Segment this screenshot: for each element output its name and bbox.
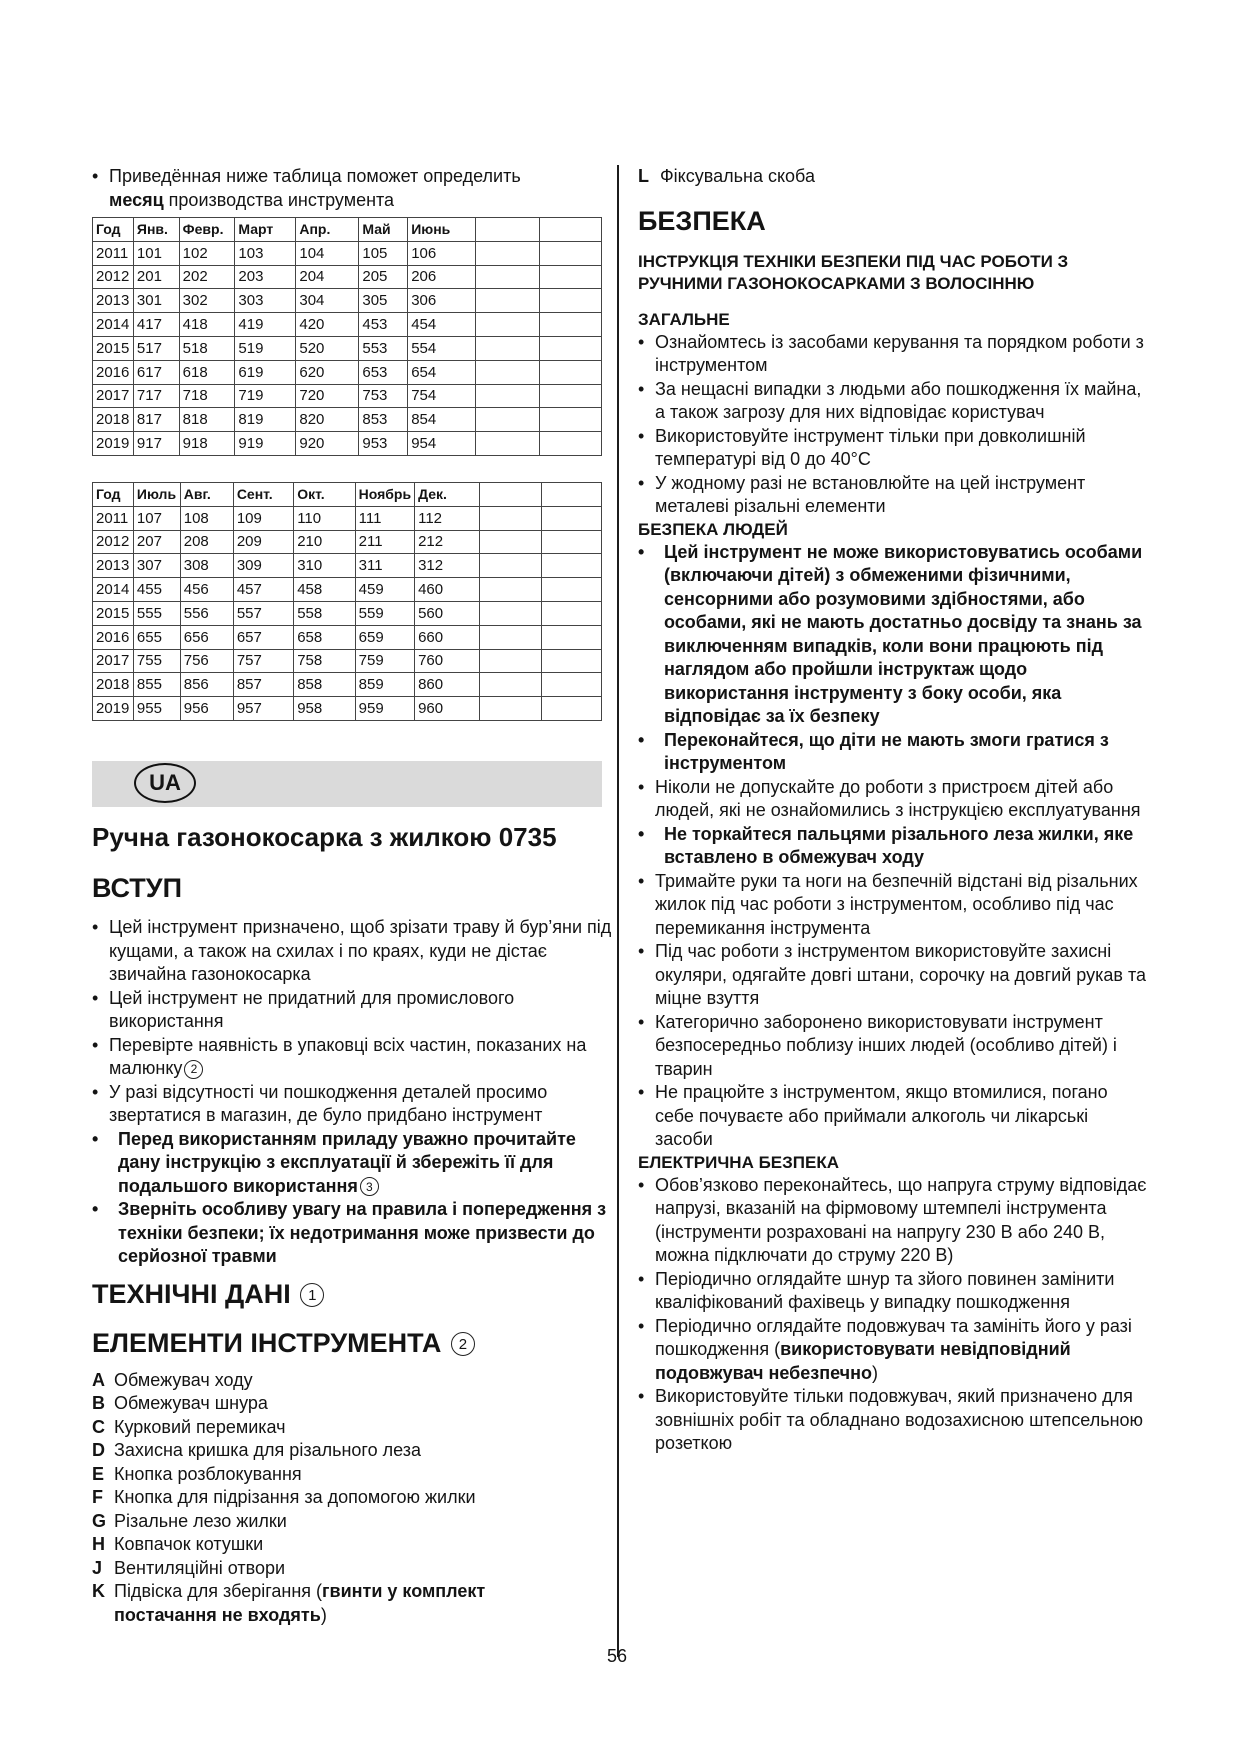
table1-row bbox=[93, 432, 602, 456]
table2-cell: 460 bbox=[415, 578, 480, 602]
table2-cell bbox=[541, 625, 601, 649]
table2-cell: 858 bbox=[294, 673, 355, 697]
table1-cell: 719 bbox=[235, 384, 296, 408]
intro-bullet-1: • Цей інструмент призначено, щоб зрізати траву й бур’яни під кущами, а також на схилах і по краях, куди не дістає звичайна газонокосарка bbox=[92, 916, 617, 987]
table2-cell: 207 bbox=[133, 530, 180, 554]
table1-cell: 2019 bbox=[93, 432, 134, 456]
electric-bullet-3: • Періодично оглядайте подовжувач та замініть його у разі пошкодження (використовувати невідповідний подовжувач небезпечно) bbox=[638, 1315, 1150, 1386]
page-number: 56 bbox=[607, 1646, 628, 1666]
table1-cell: 2014 bbox=[93, 313, 134, 337]
table1-cell: 2011 bbox=[93, 241, 134, 265]
table2-cell bbox=[541, 673, 601, 697]
table1-cell: 205 bbox=[359, 265, 408, 289]
general-bullet-2: • За нещасні випадки з людьми або пошкодження їх майна, а також загрозу для них відповідає користувач bbox=[638, 378, 1150, 425]
table1-row bbox=[93, 241, 602, 265]
people-normal-2: • Тримайте руки та ноги на безпечній відстані від різальних жилок під час роботи з інструментом, особливо під час перемикання інструмента bbox=[638, 870, 1150, 941]
table2-cell: 658 bbox=[294, 625, 355, 649]
table1-cell bbox=[539, 313, 601, 337]
people-bold-1: • Цей інструмент не може використовуватись особами (включаючи дітей) з обмеженими фізичними, сенсорними або розумовими здібностями, або особами, які не мають достатньо досвіду та знань за виключенням випадків, коли вони працюють під наглядом або пройшли інструктаж щодо використання інструменту з боку особи, яка відповідає за їх безпеку bbox=[638, 541, 1150, 729]
table2-cell: 208 bbox=[180, 530, 233, 554]
table1-cell: 517 bbox=[133, 336, 179, 360]
table1-cell: 2017 bbox=[93, 384, 134, 408]
electric-heading: ЕЛЕКТРИЧНА БЕЗПЕКА bbox=[638, 1152, 839, 1172]
people-normal-4: • Категорично заборонено використовувати інструмент безпосередньо поблизу інших людей (особливо дітей) і тварин bbox=[638, 1011, 1150, 1082]
table2-cell bbox=[480, 697, 542, 721]
electric-bullet-4: • Використовуйте тільки подовжувач, який призначено для зовнішніх робіт та обладнано водозахисною штепсельною розеткою bbox=[638, 1385, 1150, 1456]
table1-cell: 554 bbox=[408, 336, 476, 360]
table2-cell: 211 bbox=[355, 530, 414, 554]
table1-cell: 718 bbox=[179, 384, 235, 408]
table2-cell: 659 bbox=[355, 625, 414, 649]
table2-cell: 107 bbox=[133, 506, 180, 530]
table1-cell: 101 bbox=[133, 241, 179, 265]
table1-cell bbox=[539, 360, 601, 384]
table2-cell: 2011 bbox=[93, 506, 134, 530]
electric-bullet-1: • Обов’язково переконайтесь, що напруга струму відповідає напрузі, вказаній на фірмовому штемпелі інструмента (інструменти розраховані на напругу 230 В або 240 В, можна підключати до струму 220 В) bbox=[638, 1174, 1150, 1268]
intro-bold-bullet-2: • Зверніть особливу увагу на правила і попередження з техніки безпеки; їх недотримання може призвести до серйозної травми bbox=[92, 1198, 617, 1269]
table2-cell: 2019 bbox=[93, 697, 134, 721]
table1-cell: 2016 bbox=[93, 360, 134, 384]
table2-cell: 311 bbox=[355, 554, 414, 578]
table2-cell bbox=[541, 506, 601, 530]
table1-cell: 204 bbox=[296, 265, 359, 289]
intro-bullets bbox=[92, 916, 617, 1269]
table2-header-cell: Дек. bbox=[415, 483, 480, 507]
element-item: C Курковий перемикач bbox=[92, 1416, 286, 1437]
tech-heading: ТЕХНІЧНІ ДАНІ 1 bbox=[92, 1279, 617, 1310]
intro-bold: месяц bbox=[109, 189, 164, 210]
table2-cell: 2012 bbox=[93, 530, 134, 554]
table2-row bbox=[93, 673, 602, 697]
table2-cell: 456 bbox=[180, 578, 233, 602]
table1-header-cell: Февр. bbox=[179, 218, 235, 242]
table1-cell: 301 bbox=[133, 289, 179, 313]
table1-cell: 853 bbox=[359, 408, 408, 432]
table2-cell: 958 bbox=[294, 697, 355, 721]
element-item: G Різальне лезо жилки bbox=[92, 1510, 287, 1531]
table2-cell: 860 bbox=[415, 673, 480, 697]
table2-cell: 108 bbox=[180, 506, 233, 530]
table1-cell: 954 bbox=[408, 432, 476, 456]
general-bullets bbox=[638, 331, 1150, 519]
table2-cell: 859 bbox=[355, 673, 414, 697]
table2-cell bbox=[480, 673, 542, 697]
table2-cell: 558 bbox=[294, 601, 355, 625]
table1-cell: 619 bbox=[235, 360, 296, 384]
table2-cell: 759 bbox=[355, 649, 414, 673]
table1-cell: 520 bbox=[296, 336, 359, 360]
table1-cell: 720 bbox=[296, 384, 359, 408]
element-l: L Фіксувальна скоба bbox=[638, 166, 815, 186]
safety-heading: БЕЗПЕКА bbox=[638, 205, 766, 236]
table1-cell: 106 bbox=[408, 241, 476, 265]
figure-ref-1: 1 bbox=[300, 1283, 324, 1307]
table1-cell bbox=[475, 265, 539, 289]
table2-cell: 110 bbox=[294, 506, 355, 530]
table2-cell bbox=[480, 554, 542, 578]
table2-header-cell: Авг. bbox=[180, 483, 233, 507]
table2-cell: 209 bbox=[233, 530, 293, 554]
table1-cell: 453 bbox=[359, 313, 408, 337]
table1-cell: 420 bbox=[296, 313, 359, 337]
table2-header-row bbox=[93, 483, 602, 507]
intro-heading: ВСТУП bbox=[92, 873, 182, 903]
table1-cell: 953 bbox=[359, 432, 408, 456]
table2-cell: 111 bbox=[355, 506, 414, 530]
production-table-1 bbox=[92, 217, 602, 456]
table2-cell bbox=[541, 601, 601, 625]
table2-cell: 2013 bbox=[93, 554, 134, 578]
table2-header-cell: Окт. bbox=[294, 483, 355, 507]
table2-cell: 856 bbox=[180, 673, 233, 697]
element-item: J Вентиляційні отвори bbox=[92, 1557, 286, 1578]
table2-cell: 307 bbox=[133, 554, 180, 578]
table2-cell bbox=[480, 601, 542, 625]
people-normal-5: • Не працюйте з інструментом, якщо втомилися, погано себе почуваєте або приймали алкоголь чи лікарські засоби bbox=[638, 1081, 1150, 1152]
table1-cell: 818 bbox=[179, 408, 235, 432]
table1-cell: 419 bbox=[235, 313, 296, 337]
table2-cell: 657 bbox=[233, 625, 293, 649]
table2-row bbox=[93, 697, 602, 721]
table1-cell bbox=[539, 289, 601, 313]
table1-cell: 304 bbox=[296, 289, 359, 313]
people-normal-3: • Під час роботи з інструментом використовуйте захисні окуляри, одягайте довгі штани, сорочку на довгий рукав та міцне взуття bbox=[638, 940, 1150, 1011]
table1-cell: 553 bbox=[359, 336, 408, 360]
table1-cell: 617 bbox=[133, 360, 179, 384]
column-divider bbox=[617, 165, 619, 1657]
table2-cell: 457 bbox=[233, 578, 293, 602]
table1-cell bbox=[539, 432, 601, 456]
people-bold-2: • Переконайтеся, що діти не мають змоги гратися з інструментом bbox=[638, 729, 1150, 776]
language-badge: UA bbox=[134, 763, 196, 803]
table1-cell: 917 bbox=[133, 432, 179, 456]
table2-cell: 2015 bbox=[93, 601, 134, 625]
language-bar bbox=[92, 761, 602, 807]
table1-cell: 454 bbox=[408, 313, 476, 337]
table2-cell: 760 bbox=[415, 649, 480, 673]
table2-row bbox=[93, 601, 602, 625]
element-item: D Захисна кришка для різального леза bbox=[92, 1440, 421, 1460]
general-bullet-4: • У жодному разі не встановлюйте на цей інструмент металеві різальні елементи bbox=[638, 472, 1150, 519]
left-main bbox=[92, 822, 617, 1627]
people-heading: БЕЗПЕКА ЛЮДЕЙ bbox=[638, 519, 788, 539]
table2-row bbox=[93, 530, 602, 554]
table2-cell bbox=[480, 578, 542, 602]
table2-cell: 756 bbox=[180, 649, 233, 673]
table1-row bbox=[93, 313, 602, 337]
table1-cell: 104 bbox=[296, 241, 359, 265]
table1-cell: 203 bbox=[235, 265, 296, 289]
table1-cell: 518 bbox=[179, 336, 235, 360]
intro-bullet-3: • Перевірте наявність в упаковці всіх частин, показаних на малюнку 2 bbox=[92, 1034, 617, 1081]
table2-cell: 112 bbox=[415, 506, 480, 530]
table1-cell: 2013 bbox=[93, 289, 134, 313]
table1-cell: 418 bbox=[179, 313, 235, 337]
table1-header-cell: Апр. bbox=[296, 218, 359, 242]
table2-cell: 656 bbox=[180, 625, 233, 649]
table1-row bbox=[93, 408, 602, 432]
general-bullet-3: • Використовуйте інструмент тільки при довколишній температурі від 0 до 40°C bbox=[638, 425, 1150, 472]
table2-cell: 2016 bbox=[93, 625, 134, 649]
table1-cell: 2015 bbox=[93, 336, 134, 360]
intro-bold-bullet-1: • Перед використанням приладу уважно прочитайте дану інструкцію з експлуатації й збережіть її для подальшого використання 3 bbox=[92, 1128, 617, 1199]
table1-cell bbox=[475, 384, 539, 408]
table2-cell: 758 bbox=[294, 649, 355, 673]
table1-cell bbox=[475, 360, 539, 384]
table-intro bbox=[92, 165, 610, 212]
electric-bullets bbox=[638, 1174, 1150, 1456]
table1-cell bbox=[539, 336, 601, 360]
table2-cell: 212 bbox=[415, 530, 480, 554]
element-k: K Підвіска для зберігання (гвинти у комплект постачання не входять) bbox=[92, 1581, 486, 1625]
table2-cell: 960 bbox=[415, 697, 480, 721]
table2-cell: 956 bbox=[180, 697, 233, 721]
table1-row bbox=[93, 265, 602, 289]
table1-cell: 105 bbox=[359, 241, 408, 265]
table2-cell bbox=[480, 506, 542, 530]
table2-cell: 459 bbox=[355, 578, 414, 602]
table1-cell: 2012 bbox=[93, 265, 134, 289]
table2-header-cell: Год bbox=[93, 483, 134, 507]
table2-cell: 855 bbox=[133, 673, 180, 697]
element-item: F Кнопка для підрізання за допомогою жилки bbox=[92, 1487, 476, 1507]
table1-cell: 206 bbox=[408, 265, 476, 289]
table2-cell: 557 bbox=[233, 601, 293, 625]
table2-cell: 309 bbox=[233, 554, 293, 578]
safety-subheading: ІНСТРУКЦІЯ ТЕХНІКИ БЕЗПЕКИ ПІД ЧАС РОБОТИ З РУЧНИМИ ГАЗОНОКОСАРКАМИ З ВОЛОСІННЮ bbox=[638, 251, 1069, 293]
element-item: E Кнопка розблокування bbox=[92, 1463, 302, 1484]
table1-cell: 618 bbox=[179, 360, 235, 384]
table2-cell: 210 bbox=[294, 530, 355, 554]
table1-cell: 102 bbox=[179, 241, 235, 265]
table2-cell: 857 bbox=[233, 673, 293, 697]
table1-header-cell: Янв. bbox=[133, 218, 179, 242]
table1-cell: 620 bbox=[296, 360, 359, 384]
table1-cell: 417 bbox=[133, 313, 179, 337]
element-item: A Обмежувач ходу bbox=[92, 1369, 253, 1390]
table1-header-cell bbox=[539, 218, 601, 242]
table1-cell: 103 bbox=[235, 241, 296, 265]
table1-cell bbox=[475, 336, 539, 360]
table1-cell: 654 bbox=[408, 360, 476, 384]
table2-cell: 310 bbox=[294, 554, 355, 578]
table1-row bbox=[93, 360, 602, 384]
elements-list bbox=[92, 1369, 617, 1581]
element-item: H Ковпачок котушки bbox=[92, 1534, 264, 1554]
table2-cell: 555 bbox=[133, 601, 180, 625]
table1-cell: 306 bbox=[408, 289, 476, 313]
table2-header-cell: Ноябрь bbox=[355, 483, 414, 507]
table1-cell: 854 bbox=[408, 408, 476, 432]
element-item: B Обмежувач шнура bbox=[92, 1393, 268, 1413]
table2-cell bbox=[541, 697, 601, 721]
table1-cell: 754 bbox=[408, 384, 476, 408]
table1-cell bbox=[475, 313, 539, 337]
table1-cell: 303 bbox=[235, 289, 296, 313]
table2-cell: 560 bbox=[415, 601, 480, 625]
table2-cell bbox=[480, 530, 542, 554]
table1-cell: 920 bbox=[296, 432, 359, 456]
table1-cell: 201 bbox=[133, 265, 179, 289]
table2-cell: 757 bbox=[233, 649, 293, 673]
table2-cell bbox=[541, 649, 601, 673]
table2-cell: 959 bbox=[355, 697, 414, 721]
table1-cell: 919 bbox=[235, 432, 296, 456]
table2-cell: 2018 bbox=[93, 673, 134, 697]
table2-cell: 455 bbox=[133, 578, 180, 602]
intro-bullet-2: • Цей інструмент не придатний для промислового використання bbox=[92, 987, 617, 1034]
people-bullets bbox=[638, 541, 1150, 1152]
table1-row bbox=[93, 384, 602, 408]
figure-ref-3: 3 bbox=[360, 1177, 379, 1196]
table2-header-cell: Сент. bbox=[233, 483, 293, 507]
table1-cell: 305 bbox=[359, 289, 408, 313]
table1-header-cell bbox=[475, 218, 539, 242]
table2-cell: 556 bbox=[180, 601, 233, 625]
table2-row bbox=[93, 649, 602, 673]
table2-cell: 109 bbox=[233, 506, 293, 530]
table2-header-cell bbox=[541, 483, 601, 507]
table2-row bbox=[93, 506, 602, 530]
table1-cell: 653 bbox=[359, 360, 408, 384]
table1-cell: 519 bbox=[235, 336, 296, 360]
table2-cell: 2017 bbox=[93, 649, 134, 673]
intro-line2: производства инструмента bbox=[163, 189, 395, 210]
table1-cell bbox=[539, 408, 601, 432]
figure-ref-2: 2 bbox=[184, 1060, 203, 1079]
intro-bullet-4: • У разі відсутності чи пошкодження деталей просимо звертатися в магазин, де було придбано інструмент bbox=[92, 1081, 617, 1128]
table1-cell: 817 bbox=[133, 408, 179, 432]
intro-line1: Приведённая ниже таблица поможет определить bbox=[109, 166, 521, 186]
table2-cell: 312 bbox=[415, 554, 480, 578]
people-normal-1: • Ніколи не допускайте до роботи з пристроєм дітей або людей, які не ознайомились з інструкцією експлуатування bbox=[638, 776, 1150, 823]
electric-bullet-2: • Періодично оглядайте шнур та зйого повинен замінити кваліфікований фахівець у випадку пошкодження bbox=[638, 1268, 1150, 1315]
table2-cell: 655 bbox=[133, 625, 180, 649]
table1-cell: 820 bbox=[296, 408, 359, 432]
figure-ref-2b: 2 bbox=[451, 1332, 475, 1356]
table1-cell: 753 bbox=[359, 384, 408, 408]
table1-cell: 819 bbox=[235, 408, 296, 432]
table2-cell bbox=[541, 554, 601, 578]
table2-cell: 660 bbox=[415, 625, 480, 649]
table1-row bbox=[93, 289, 602, 313]
table2-row bbox=[93, 625, 602, 649]
table1-cell: 2018 bbox=[93, 408, 134, 432]
table1-cell bbox=[539, 384, 601, 408]
table2-cell bbox=[541, 530, 601, 554]
table2-cell: 308 bbox=[180, 554, 233, 578]
table1-cell bbox=[539, 265, 601, 289]
table2-cell bbox=[480, 649, 542, 673]
table1-cell bbox=[539, 241, 601, 265]
table2-row bbox=[93, 554, 602, 578]
table2-cell: 559 bbox=[355, 601, 414, 625]
table1-cell: 202 bbox=[179, 265, 235, 289]
table2-header-cell: Июль bbox=[133, 483, 180, 507]
table1-header-cell: Год bbox=[93, 218, 134, 242]
table1-header-row bbox=[93, 218, 602, 242]
table2-cell: 755 bbox=[133, 649, 180, 673]
people-bold-3: • Не торкайтеся пальцями різального леза жилки, яке вставлено в обмежувач ходу bbox=[638, 823, 1150, 870]
general-bullet-1: • Ознайомтесь із засобами керування та порядком роботи з інструментом bbox=[638, 331, 1150, 378]
table2-cell bbox=[480, 625, 542, 649]
general-heading: ЗАГАЛЬНЕ bbox=[638, 309, 730, 329]
table2-header-cell bbox=[480, 483, 542, 507]
table2-row bbox=[93, 578, 602, 602]
table1-cell bbox=[475, 241, 539, 265]
product-title: Ручна газонокосарка з жилкою 0735 bbox=[92, 822, 557, 852]
table2-cell: 957 bbox=[233, 697, 293, 721]
table1-cell: 717 bbox=[133, 384, 179, 408]
table1-cell: 302 bbox=[179, 289, 235, 313]
elements-heading: ЕЛЕМЕНТИ ІНСТРУМЕНТА 2 bbox=[92, 1328, 617, 1359]
table1-header-cell: Март bbox=[235, 218, 296, 242]
table1-cell bbox=[475, 408, 539, 432]
table1-cell bbox=[475, 289, 539, 313]
table2-cell: 458 bbox=[294, 578, 355, 602]
table2-cell bbox=[541, 578, 601, 602]
table1-row bbox=[93, 336, 602, 360]
table1-cell: 918 bbox=[179, 432, 235, 456]
table2-cell: 2014 bbox=[93, 578, 134, 602]
table2-cell: 955 bbox=[133, 697, 180, 721]
table1-header-cell: Май bbox=[359, 218, 408, 242]
right-column bbox=[638, 165, 1150, 1456]
table1-header-cell: Июнь bbox=[408, 218, 476, 242]
production-table-2 bbox=[92, 482, 602, 721]
table1-cell bbox=[475, 432, 539, 456]
